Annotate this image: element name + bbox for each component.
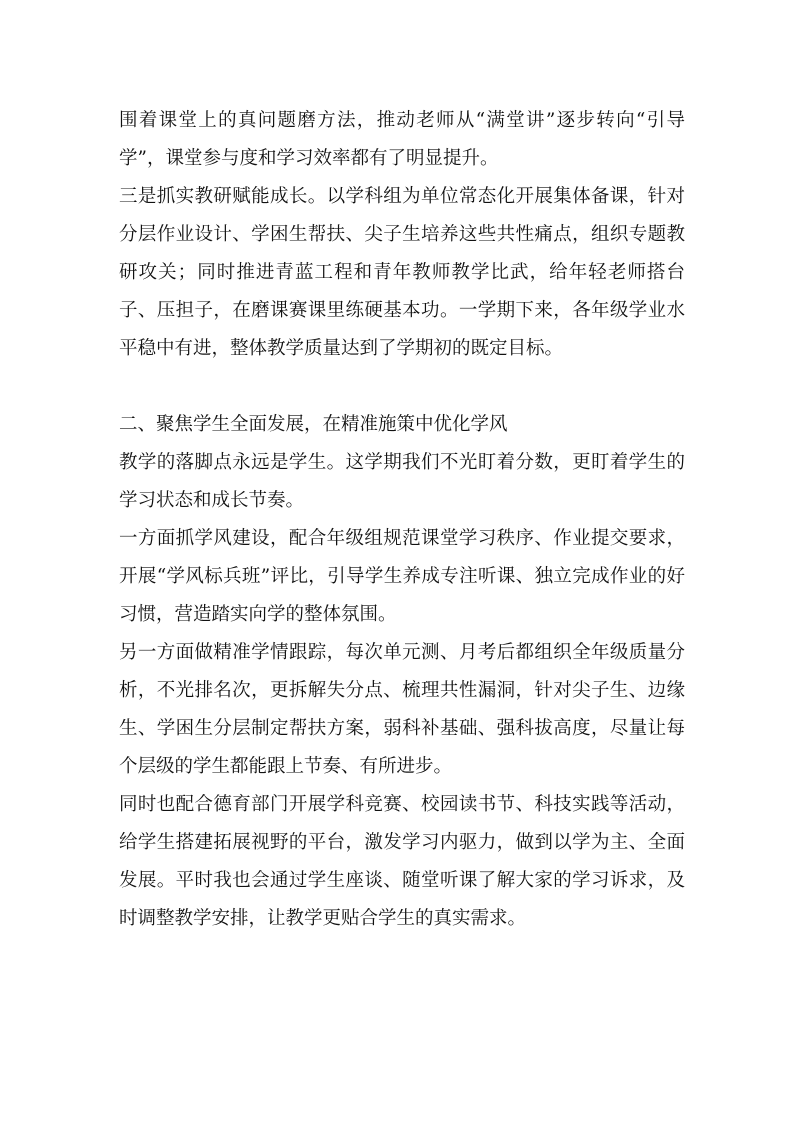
paragraph: 围着课堂上的真问题磨方法，推动老师从“满堂讲”逐步转向“引导学”，课堂参与度和学习效率都有了明显提升。 — [119, 110, 685, 169]
paragraph-gap — [119, 368, 685, 406]
paragraph: 一方面抓学风建设，配合年级组规范课堂学习秩序、作业提交要求，开展“学风标兵班”评比，引导学生养成专注听课、独立完成作业的好习惯，营造踏实向学的整体氛围。 — [119, 528, 685, 625]
document-body — [119, 102, 685, 938]
paragraph: 三是抓实教研赋能成长。以学科组为单位常态化开展集体备课，针对分层作业设计、学困生帮扶、尖子生培养这些共性痛点，组织专题教研攻关；同时推进青蓝工程和青年教师教学比武，给年轻老师搭台子、压担子，在磨课赛课里练硬基本功。一学期下来，各年级学业水平稳中有进，整体教学质量达到了学期初的既定目标。 — [119, 186, 685, 359]
paragraph: 同时也配合德育部门开展学科竞赛、校园读书节、科技实践等活动，给学生搭建拓展视野的平台，激发学习内驱力，做到以学为主、全面发展。平时我也会通过学生座谈、随堂听课了解大家的学习诉求，及时调整教学安排，让教学更贴合学生的真实需求。 — [119, 794, 685, 929]
paragraph: 另一方面做精准学情跟踪，每次单元测、月考后都组织全年级质量分析，不光排名次，更拆解失分点、梳理共性漏洞，针对尖子生、边缘生、学困生分层制定帮扶方案，弱科补基础、强科拔高度，尽量让每个层级的学生都能跟上节奏、有所进步。 — [119, 642, 685, 777]
section-heading: 二、聚焦学生全面发展，在精准施策中优化学风 — [119, 414, 508, 435]
paragraph: 教学的落脚点永远是学生。这学期我们不光盯着分数，更盯着学生的学习状态和成长节奏。 — [119, 452, 685, 511]
